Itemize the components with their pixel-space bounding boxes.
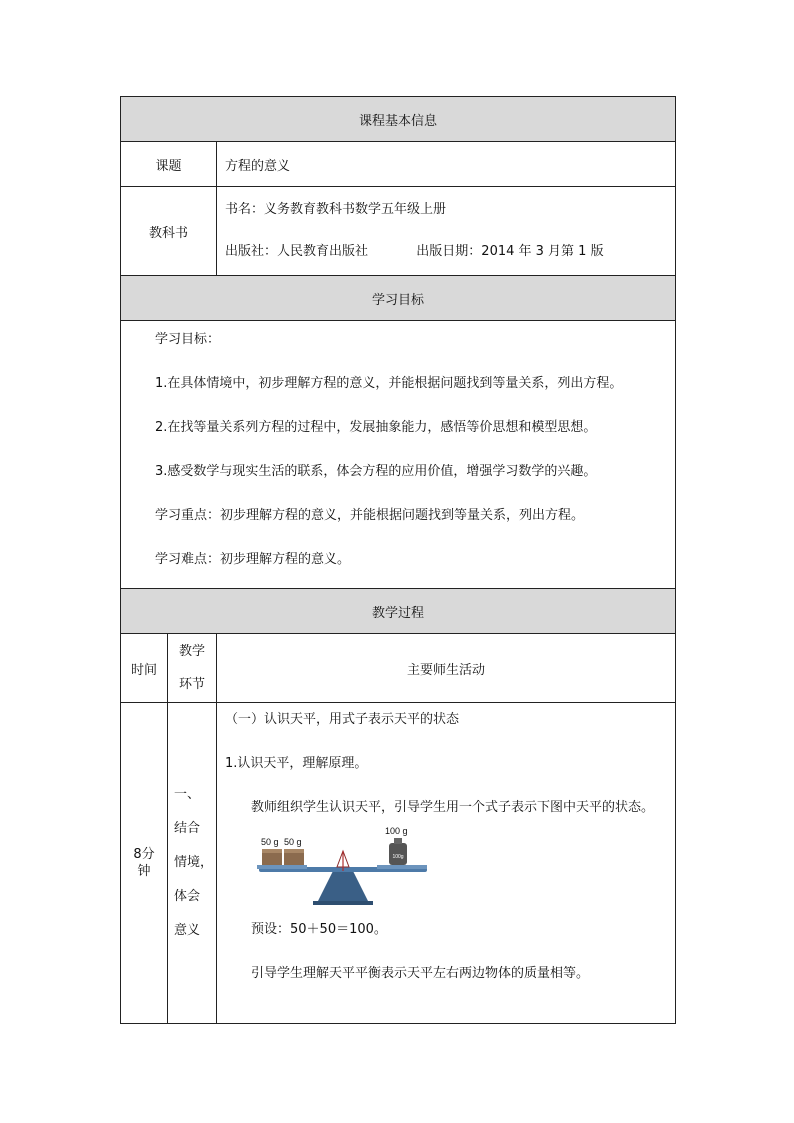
section-title: （一）认识天平，用式子表示天平的状态 bbox=[225, 712, 460, 727]
col-stage-line2: 环节 bbox=[178, 677, 205, 692]
col-stage-header bbox=[168, 634, 217, 703]
key-point: 学习重点：初步理解方程的意义，并能根据问题找到等量关系，列出方程。 bbox=[155, 508, 585, 523]
left-weight-label-1: 50 g bbox=[261, 837, 279, 847]
row1-stage-line: 体会 bbox=[174, 889, 201, 904]
balance-scale-image bbox=[253, 827, 433, 907]
col-activity-header: 主要师生活动 bbox=[217, 634, 676, 703]
objectives-body bbox=[121, 321, 676, 589]
teacher-text: 教师组织学生认识天平，引导学生用一个式子表示下图中天平的状态。 bbox=[251, 800, 655, 815]
objectives-header: 学习目标 bbox=[121, 276, 676, 321]
row1-time bbox=[121, 703, 168, 1024]
textbook-info bbox=[217, 187, 676, 276]
difficulty: 学习难点：初步理解方程的意义。 bbox=[155, 552, 351, 567]
col-stage-line1: 教学 bbox=[178, 644, 205, 659]
row1-stage bbox=[168, 703, 217, 1024]
row1-time-line2: 钟 bbox=[137, 864, 151, 879]
row1-stage-line: 一、 bbox=[174, 787, 201, 802]
guide-text: 引导学生理解天平平衡表示天平左右两边物体的质量相等。 bbox=[251, 966, 590, 981]
right-weight-label: 100 g bbox=[385, 827, 408, 836]
row1-stage-line: 情境， bbox=[174, 855, 214, 870]
right-pan bbox=[377, 865, 427, 869]
step-title: 1.认识天平，理解原理。 bbox=[225, 756, 368, 771]
book-name: 书名：义务教育教科书数学五年级上册 bbox=[225, 202, 447, 217]
balance-scale-figure bbox=[253, 827, 433, 907]
left-pan bbox=[257, 865, 307, 869]
topic-label: 课题 bbox=[121, 142, 217, 187]
row1-activity bbox=[217, 703, 676, 1024]
col-time-header: 时间 bbox=[121, 634, 168, 703]
scale-foot bbox=[313, 901, 373, 905]
left-weight-label-2: 50 g bbox=[284, 837, 302, 847]
objective-item-2: 2.在找等量关系列方程的过程中，发展抽象能力，感悟等价思想和模型思想。 bbox=[155, 420, 597, 435]
textbook-label: 教科书 bbox=[121, 187, 217, 276]
preset-text: 预设：50＋50＝100。 bbox=[251, 922, 387, 937]
row1-stage-line: 意义 bbox=[174, 923, 201, 938]
basic-info-header: 课程基本信息 bbox=[121, 97, 676, 142]
row1-time-line1: 8分 bbox=[133, 847, 155, 862]
process-header: 教学过程 bbox=[121, 589, 676, 634]
lesson-plan-table bbox=[120, 96, 676, 1024]
topic-value: 方程的意义 bbox=[217, 142, 676, 187]
publisher-line bbox=[225, 243, 675, 261]
objective-item-1: 1.在具体情境中，初步理解方程的意义，并能根据问题找到等量关系，列出方程。 bbox=[155, 376, 623, 391]
objective-item-3: 3.感受数学与现实生活的联系，体会方程的应用价值，增强学习数学的兴趣。 bbox=[155, 464, 597, 479]
objectives-intro: 学习目标： bbox=[155, 332, 221, 347]
publisher: 出版社：人民教育出版社 bbox=[225, 244, 369, 259]
right-weight-inner-label: 100g bbox=[392, 854, 404, 860]
scale-base bbox=[317, 871, 369, 903]
publish-date: 出版日期：2014 年 3 月第 1 版 bbox=[416, 244, 604, 259]
row1-stage-line: 结合 bbox=[174, 821, 201, 836]
